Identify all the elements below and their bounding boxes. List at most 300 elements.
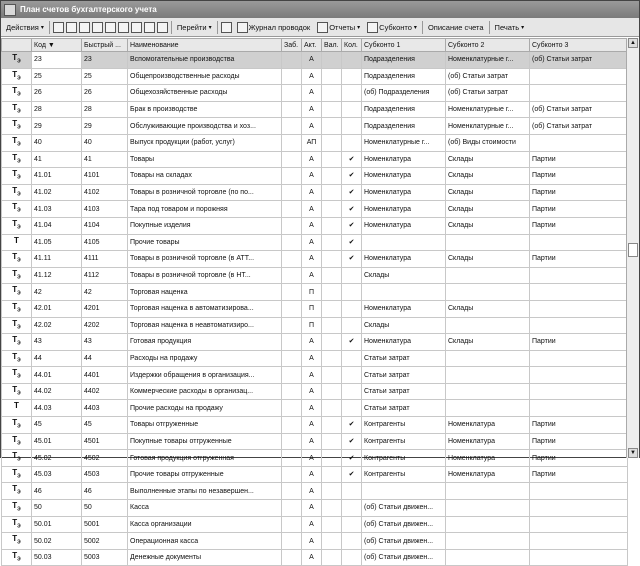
cell-val[interactable] [322, 267, 342, 284]
cell-val[interactable] [322, 151, 342, 168]
col-quick[interactable]: Быстрый ... [82, 39, 128, 52]
cell-sub3[interactable]: Партии [530, 151, 628, 168]
cell-name[interactable]: Торговая наценка в автоматизирова... [128, 300, 282, 317]
cell-akt[interactable]: А [302, 52, 322, 69]
cell-sub1[interactable]: Номенклатура [362, 217, 446, 234]
cell-sub2[interactable] [446, 383, 530, 400]
cell-val[interactable] [322, 400, 342, 417]
cell-quick[interactable]: 4111 [82, 251, 128, 268]
cell-sub3[interactable]: (об) Статьи затрат [530, 52, 628, 69]
clear-filter-icon[interactable] [157, 22, 168, 33]
cell-sub2[interactable] [446, 549, 530, 566]
cell-sub3[interactable]: Партии [530, 417, 628, 434]
cell-sub2[interactable] [446, 317, 530, 334]
cell-sub2[interactable] [446, 267, 530, 284]
check-icon[interactable] [342, 400, 362, 417]
col-name[interactable]: Наименование [128, 39, 282, 52]
cell-zab[interactable] [282, 284, 302, 301]
cell-name[interactable]: Товары на складах [128, 168, 282, 185]
cell-sub1[interactable] [362, 483, 446, 500]
cell-name[interactable]: Общехозяйственные расходы [128, 85, 282, 102]
cell-sub1[interactable]: Подразделения [362, 68, 446, 85]
cell-sub1[interactable]: Подразделения [362, 118, 446, 135]
cell-sub2[interactable] [446, 500, 530, 517]
check-icon[interactable] [342, 52, 362, 69]
cell-sub2[interactable] [446, 284, 530, 301]
cell-val[interactable] [322, 433, 342, 450]
cell-quick[interactable]: 44 [82, 350, 128, 367]
cell-quick[interactable]: 4112 [82, 267, 128, 284]
cell-sub2[interactable] [446, 234, 530, 251]
copy-icon[interactable] [79, 22, 90, 33]
col-sub3[interactable]: Субконто 3 [530, 39, 628, 52]
cell-sub3[interactable] [530, 284, 628, 301]
cell-name[interactable]: Издержки обращения в организация... [128, 367, 282, 384]
cell-sub1[interactable]: (об) Статьи движен... [362, 500, 446, 517]
cell-code[interactable]: 41.02 [32, 184, 82, 201]
scroll-thumb[interactable] [628, 243, 638, 257]
table-row[interactable] [2, 466, 628, 483]
cell-name[interactable]: Брак в производстве [128, 101, 282, 118]
cell-zab[interactable] [282, 101, 302, 118]
cell-zab[interactable] [282, 151, 302, 168]
col-code[interactable] [32, 39, 82, 52]
table-row[interactable] [2, 217, 628, 234]
cell-name[interactable]: Выполненные этапы по незавершен... [128, 483, 282, 500]
check-icon[interactable] [342, 500, 362, 517]
cell-code[interactable]: 42.01 [32, 300, 82, 317]
cell-sub1[interactable]: (об) Статьи движен... [362, 533, 446, 550]
check-icon[interactable] [342, 383, 362, 400]
cell-sub3[interactable] [530, 350, 628, 367]
print-menu[interactable] [492, 20, 528, 35]
cell-quick[interactable]: 43 [82, 334, 128, 351]
cell-zab[interactable] [282, 217, 302, 234]
cell-akt[interactable]: А [302, 466, 322, 483]
table-row[interactable] [2, 234, 628, 251]
check-icon[interactable]: ✔ [342, 168, 362, 185]
table-row[interactable] [2, 483, 628, 500]
check-icon[interactable]: ✔ [342, 201, 362, 218]
cell-sub3[interactable] [530, 317, 628, 334]
cell-akt[interactable]: А [302, 433, 322, 450]
cell-name[interactable]: Касса организации [128, 516, 282, 533]
cell-code[interactable]: 50 [32, 500, 82, 517]
cell-quick[interactable]: 45 [82, 417, 128, 434]
cell-code[interactable]: 42.02 [32, 317, 82, 334]
cell-sub3[interactable] [530, 234, 628, 251]
cell-sub2[interactable]: Номенклатура [446, 450, 530, 467]
reports-menu[interactable] [313, 20, 363, 35]
edit-icon[interactable] [92, 22, 103, 33]
cell-sub2[interactable]: Склады [446, 300, 530, 317]
cell-quick[interactable]: 46 [82, 483, 128, 500]
cell-code[interactable]: 28 [32, 101, 82, 118]
check-icon[interactable] [342, 533, 362, 550]
check-icon[interactable]: ✔ [342, 251, 362, 268]
cell-sub3[interactable] [530, 134, 628, 151]
table-row[interactable] [2, 334, 628, 351]
cell-akt[interactable]: А [302, 201, 322, 218]
cell-val[interactable] [322, 251, 342, 268]
cell-name[interactable]: Общепроизводственные расходы [128, 68, 282, 85]
cell-akt[interactable]: АП [302, 134, 322, 151]
cell-sub2[interactable] [446, 400, 530, 417]
col-sub2[interactable]: Субконто 2 [446, 39, 530, 52]
cell-quick[interactable]: 23 [82, 52, 128, 69]
cell-akt[interactable]: А [302, 101, 322, 118]
check-icon[interactable] [342, 101, 362, 118]
cell-val[interactable] [322, 516, 342, 533]
cell-quick[interactable]: 4402 [82, 383, 128, 400]
table-row[interactable] [2, 400, 628, 417]
cell-akt[interactable]: А [302, 549, 322, 566]
cell-quick[interactable]: 4202 [82, 317, 128, 334]
cell-sub3[interactable]: Партии [530, 466, 628, 483]
col-akt[interactable]: Акт. [302, 39, 322, 52]
cell-zab[interactable] [282, 516, 302, 533]
cell-name[interactable]: Прочие расходы на продажу [128, 400, 282, 417]
cell-code[interactable]: 41.03 [32, 201, 82, 218]
help-icon[interactable] [221, 22, 232, 33]
actions-menu[interactable] [3, 20, 47, 35]
table-row[interactable] [2, 284, 628, 301]
cell-akt[interactable]: А [302, 251, 322, 268]
cell-zab[interactable] [282, 201, 302, 218]
cell-sub2[interactable]: (об) Статьи затрат [446, 85, 530, 102]
cell-code[interactable]: 29 [32, 118, 82, 135]
cell-val[interactable] [322, 85, 342, 102]
cell-sub2[interactable] [446, 350, 530, 367]
cell-zab[interactable] [282, 267, 302, 284]
cell-val[interactable] [322, 334, 342, 351]
table-row[interactable] [2, 52, 628, 69]
cell-quick[interactable]: 4103 [82, 201, 128, 218]
cell-sub2[interactable]: Номенклатурные г... [446, 52, 530, 69]
cell-akt[interactable]: А [302, 168, 322, 185]
cell-code[interactable]: 46 [32, 483, 82, 500]
cell-code[interactable]: 50.01 [32, 516, 82, 533]
cell-zab[interactable] [282, 383, 302, 400]
cell-akt[interactable]: А [302, 400, 322, 417]
cell-name[interactable]: Касса [128, 500, 282, 517]
check-icon[interactable] [342, 68, 362, 85]
cell-val[interactable] [322, 317, 342, 334]
cell-val[interactable] [322, 134, 342, 151]
col-sub1[interactable]: Субконто 1 [362, 39, 446, 52]
cell-sub2[interactable] [446, 483, 530, 500]
cell-zab[interactable] [282, 317, 302, 334]
cell-sub3[interactable] [530, 400, 628, 417]
cell-quick[interactable]: 40 [82, 134, 128, 151]
table-row[interactable] [2, 433, 628, 450]
cell-sub2[interactable]: Склады [446, 217, 530, 234]
cell-akt[interactable]: П [302, 284, 322, 301]
cell-sub3[interactable]: Партии [530, 433, 628, 450]
cell-sub1[interactable]: Номенклатура [362, 168, 446, 185]
col-val[interactable]: Вал. [322, 39, 342, 52]
cell-quick[interactable]: 4102 [82, 184, 128, 201]
cell-name[interactable]: Коммерческие расходы в организац... [128, 383, 282, 400]
table-row[interactable] [2, 118, 628, 135]
cell-quick[interactable]: 5001 [82, 516, 128, 533]
check-icon[interactable] [342, 85, 362, 102]
col-kol[interactable]: Кол. [342, 39, 362, 52]
cell-code[interactable]: 44.01 [32, 367, 82, 384]
cell-quick[interactable]: 25 [82, 68, 128, 85]
cell-zab[interactable] [282, 400, 302, 417]
cell-sub3[interactable] [530, 533, 628, 550]
check-icon[interactable] [342, 549, 362, 566]
table-row[interactable] [2, 383, 628, 400]
cell-akt[interactable]: П [302, 317, 322, 334]
cell-quick[interactable]: 4101 [82, 168, 128, 185]
table-row[interactable] [2, 417, 628, 434]
cell-quick[interactable]: 5002 [82, 533, 128, 550]
check-icon[interactable]: ✔ [342, 433, 362, 450]
cell-akt[interactable]: А [302, 483, 322, 500]
check-icon[interactable]: ✔ [342, 234, 362, 251]
table-row[interactable] [2, 168, 628, 185]
table-row[interactable] [2, 450, 628, 467]
cell-zab[interactable] [282, 334, 302, 351]
cell-sub3[interactable]: (об) Статьи затрат [530, 101, 628, 118]
scroll-up-icon[interactable]: ▲ [628, 38, 638, 48]
cell-sub3[interactable] [530, 516, 628, 533]
cell-val[interactable] [322, 549, 342, 566]
cell-code[interactable]: 26 [32, 85, 82, 102]
check-icon[interactable]: ✔ [342, 417, 362, 434]
cell-sub1[interactable] [362, 234, 446, 251]
cell-quick[interactable]: 4401 [82, 367, 128, 384]
cell-sub1[interactable]: (об) Статьи движен... [362, 516, 446, 533]
cell-sub1[interactable]: Статьи затрат [362, 350, 446, 367]
cell-sub3[interactable]: Партии [530, 184, 628, 201]
cell-sub1[interactable] [362, 284, 446, 301]
cell-akt[interactable]: А [302, 500, 322, 517]
cell-zab[interactable] [282, 134, 302, 151]
cell-akt[interactable]: А [302, 118, 322, 135]
table-row[interactable] [2, 317, 628, 334]
cell-code[interactable]: 41.04 [32, 217, 82, 234]
cell-code[interactable]: 42 [32, 284, 82, 301]
cell-name[interactable]: Товары отгруженные [128, 417, 282, 434]
add-group-icon[interactable] [66, 22, 77, 33]
cell-name[interactable]: Расходы на продажу [128, 350, 282, 367]
cell-sub2[interactable] [446, 533, 530, 550]
cell-name[interactable]: Обслуживающие производства и хоз... [128, 118, 282, 135]
cell-zab[interactable] [282, 184, 302, 201]
cell-code[interactable]: 45 [32, 417, 82, 434]
table-row[interactable] [2, 533, 628, 550]
cell-quick[interactable]: 26 [82, 85, 128, 102]
cell-val[interactable] [322, 168, 342, 185]
cell-sub2[interactable]: Склады [446, 184, 530, 201]
cell-akt[interactable]: А [302, 68, 322, 85]
cell-sub2[interactable]: Склады [446, 168, 530, 185]
cell-zab[interactable] [282, 549, 302, 566]
cell-val[interactable] [322, 201, 342, 218]
cell-sub1[interactable]: Склады [362, 267, 446, 284]
check-icon[interactable]: ✔ [342, 450, 362, 467]
cell-quick[interactable]: 5003 [82, 549, 128, 566]
cell-sub3[interactable]: (об) Статьи затрат [530, 118, 628, 135]
account-desc-button[interactable] [425, 20, 487, 35]
cell-zab[interactable] [282, 68, 302, 85]
cell-code[interactable]: 50.03 [32, 549, 82, 566]
cell-name[interactable]: Торговая наценка в неавтоматизиро... [128, 317, 282, 334]
cell-sub3[interactable] [530, 85, 628, 102]
cell-val[interactable] [322, 417, 342, 434]
goto-menu[interactable] [174, 20, 215, 35]
cell-zab[interactable] [282, 251, 302, 268]
cell-zab[interactable] [282, 168, 302, 185]
cell-zab[interactable] [282, 234, 302, 251]
cell-val[interactable] [322, 500, 342, 517]
cell-sub1[interactable]: Номенклатура [362, 300, 446, 317]
cell-akt[interactable]: А [302, 533, 322, 550]
cell-sub1[interactable]: Номенклатура [362, 334, 446, 351]
cell-val[interactable] [322, 52, 342, 69]
cell-name[interactable]: Товары [128, 151, 282, 168]
cell-code[interactable]: 23 [32, 52, 82, 69]
table-row[interactable] [2, 549, 628, 566]
cell-akt[interactable]: А [302, 217, 322, 234]
hierarchy-icon[interactable] [118, 22, 129, 33]
table-row[interactable] [2, 151, 628, 168]
cell-sub2[interactable]: Номенклатура [446, 433, 530, 450]
cell-akt[interactable]: А [302, 85, 322, 102]
cell-zab[interactable] [282, 433, 302, 450]
cell-zab[interactable] [282, 300, 302, 317]
cell-sub3[interactable]: Партии [530, 450, 628, 467]
cell-zab[interactable] [282, 417, 302, 434]
cell-quick[interactable]: 4503 [82, 466, 128, 483]
cell-val[interactable] [322, 101, 342, 118]
check-icon[interactable] [342, 516, 362, 533]
col-zab[interactable]: Заб. [282, 39, 302, 52]
filter-settings-icon[interactable] [144, 22, 155, 33]
cell-sub1[interactable]: Статьи затрат [362, 400, 446, 417]
check-icon[interactable]: ✔ [342, 334, 362, 351]
cell-sub2[interactable]: Склады [446, 201, 530, 218]
cell-name[interactable]: Покупные изделия [128, 217, 282, 234]
table-row[interactable] [2, 350, 628, 367]
cell-val[interactable] [322, 450, 342, 467]
scroll-down-icon[interactable]: ▼ [628, 448, 638, 458]
table-row[interactable] [2, 101, 628, 118]
cell-zab[interactable] [282, 500, 302, 517]
cell-code[interactable]: 44 [32, 350, 82, 367]
cell-sub1[interactable]: Статьи затрат [362, 383, 446, 400]
filter-icon[interactable] [131, 22, 142, 33]
check-icon[interactable] [342, 317, 362, 334]
cell-name[interactable]: Товары в розничной торговле (в НТ... [128, 267, 282, 284]
cell-akt[interactable]: А [302, 383, 322, 400]
cell-akt[interactable]: А [302, 267, 322, 284]
cell-sub1[interactable]: Номенклатура [362, 201, 446, 218]
cell-val[interactable] [322, 68, 342, 85]
cell-sub2[interactable]: Склады [446, 151, 530, 168]
cell-val[interactable] [322, 118, 342, 135]
cell-sub2[interactable]: (об) Виды стоимости [446, 134, 530, 151]
cell-sub2[interactable]: Номенклатура [446, 466, 530, 483]
cell-quick[interactable]: 41 [82, 151, 128, 168]
cell-akt[interactable]: А [302, 334, 322, 351]
check-icon[interactable]: ✔ [342, 151, 362, 168]
cell-val[interactable] [322, 483, 342, 500]
cell-quick[interactable]: 42 [82, 284, 128, 301]
cell-val[interactable] [322, 350, 342, 367]
cell-sub1[interactable]: Номенклатура [362, 151, 446, 168]
cell-sub2[interactable]: Номенклатурные г... [446, 118, 530, 135]
cell-quick[interactable]: 28 [82, 101, 128, 118]
check-icon[interactable] [342, 284, 362, 301]
cell-name[interactable]: Торговая наценка [128, 284, 282, 301]
cell-code[interactable]: 44.03 [32, 400, 82, 417]
cell-akt[interactable]: А [302, 367, 322, 384]
cell-zab[interactable] [282, 533, 302, 550]
cell-sub3[interactable] [530, 483, 628, 500]
cell-code[interactable]: 41.11 [32, 251, 82, 268]
cell-sub1[interactable]: Контрагенты [362, 417, 446, 434]
cell-sub2[interactable] [446, 367, 530, 384]
cell-name[interactable]: Готовая продукция отгруженная [128, 450, 282, 467]
check-icon[interactable] [342, 483, 362, 500]
table-row[interactable] [2, 516, 628, 533]
cell-sub1[interactable]: Номенклатура [362, 184, 446, 201]
cell-code[interactable]: 41.01 [32, 168, 82, 185]
journal-button[interactable] [233, 20, 314, 35]
cell-sub2[interactable]: Номенклатурные г... [446, 101, 530, 118]
cell-sub3[interactable]: Партии [530, 201, 628, 218]
cell-val[interactable] [322, 383, 342, 400]
cell-code[interactable]: 40 [32, 134, 82, 151]
cell-code[interactable]: 41 [32, 151, 82, 168]
cell-sub2[interactable] [446, 516, 530, 533]
check-icon[interactable]: ✔ [342, 466, 362, 483]
cell-code[interactable]: 45.02 [32, 450, 82, 467]
cell-akt[interactable]: А [302, 417, 322, 434]
cell-sub3[interactable] [530, 500, 628, 517]
cell-val[interactable] [322, 284, 342, 301]
check-icon[interactable] [342, 118, 362, 135]
check-icon[interactable] [342, 367, 362, 384]
cell-zab[interactable] [282, 52, 302, 69]
cell-zab[interactable] [282, 483, 302, 500]
cell-name[interactable]: Покупные товары отгруженные [128, 433, 282, 450]
cell-sub1[interactable]: Склады [362, 317, 446, 334]
cell-zab[interactable] [282, 118, 302, 135]
cell-name[interactable]: Вспомогательные производства [128, 52, 282, 69]
cell-name[interactable]: Выпуск продукции (работ, услуг) [128, 134, 282, 151]
cell-sub3[interactable] [530, 267, 628, 284]
cell-akt[interactable]: А [302, 151, 322, 168]
cell-quick[interactable]: 50 [82, 500, 128, 517]
table-row[interactable] [2, 134, 628, 151]
cell-val[interactable] [322, 184, 342, 201]
cell-akt[interactable]: А [302, 234, 322, 251]
cell-zab[interactable] [282, 466, 302, 483]
cell-name[interactable]: Тара под товаром и порожняя [128, 201, 282, 218]
check-icon[interactable]: ✔ [342, 184, 362, 201]
cell-code[interactable]: 45.03 [32, 466, 82, 483]
cell-quick[interactable]: 4501 [82, 433, 128, 450]
cell-zab[interactable] [282, 367, 302, 384]
cell-akt[interactable]: А [302, 184, 322, 201]
cell-val[interactable] [322, 234, 342, 251]
check-icon[interactable] [342, 350, 362, 367]
